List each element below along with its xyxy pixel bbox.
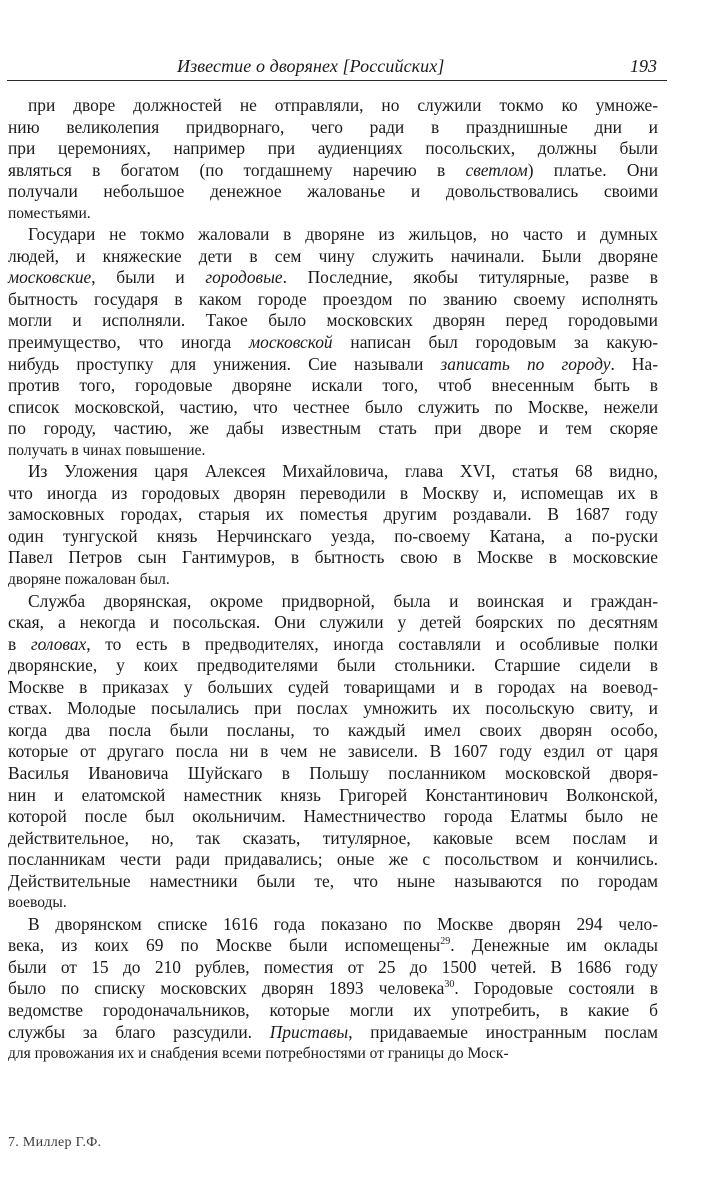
running-head (7, 52, 667, 81)
footnote-ref: 30 (444, 979, 455, 991)
text-run: когда два посла были посланы, то каждый имел своих дворян особо, (8, 719, 658, 740)
text-line (8, 1043, 658, 1065)
italic-term: московской (249, 332, 333, 353)
text-run: которые от другаго посла ни в чем не зависели. В 1607 году ездил от царя (8, 741, 658, 762)
text-run: против того, городовые дворяне искали того, чтоб внесенным быть в (8, 375, 658, 396)
text-line (8, 591, 658, 613)
text-line (8, 418, 658, 440)
body-text (8, 95, 658, 1065)
text-run: преимущество, что иногда (8, 332, 250, 353)
text-line (8, 785, 658, 807)
text-run: Москве в приказах у больших судей товарищами и в городах на воевод- (8, 676, 658, 697)
text-run: Государи не токмо жаловали в дворяне из жильцов, но часто и думных (28, 224, 658, 245)
text-run: Служба дворянская, окроме придворной, была и воинская и граждан- (28, 590, 658, 611)
text-run: ствах. Молодые посылались при послах умножить их посольскую свиту, и (8, 698, 658, 719)
text-run: века, из коих 69 по Москве были испомещены (8, 935, 441, 956)
text-run: по городу, частию, же дабы известным стать при дворе и тем скоряе (8, 418, 658, 439)
text-run: при дворе должностей не отправляли, но служили токмо ко умноже- (28, 95, 658, 115)
text-run: ская, а некогда и посольская. Они служили у детей боярских по десятням (8, 612, 658, 633)
text-run: было по списку московских дворян 1893 человека (8, 978, 445, 999)
text-line (8, 138, 658, 160)
text-line (8, 224, 658, 246)
text-run: , были и (91, 267, 206, 288)
text-line (8, 871, 658, 893)
text-line (8, 763, 658, 785)
text-run: . Городовые состояли в (454, 978, 659, 999)
text-run: при церемониях, например при аудиенциях посольских, должны были (8, 138, 658, 159)
text-run: поместьями. (8, 204, 91, 222)
text-line (8, 655, 658, 677)
italic-term: светлом (465, 159, 528, 180)
text-line (8, 181, 658, 203)
text-run: воеводы. (8, 894, 67, 912)
text-line (8, 117, 658, 139)
text-line (8, 741, 658, 763)
paragraph (8, 224, 658, 461)
italic-term: Приставы (269, 1021, 349, 1042)
text-line (8, 440, 658, 462)
text-run: службы за благо разсудили. (8, 1021, 270, 1042)
text-run: , то есть в предводителях, иногда составляли и особливые полки (86, 633, 658, 654)
text-line (8, 203, 658, 225)
text-run: бытность государя в каком городе проездом по званию своему исполнять (8, 288, 658, 309)
text-line (8, 978, 658, 1000)
footnote-ref: 29 (440, 936, 451, 948)
italic-term: записать по городу (440, 353, 611, 374)
text-run: дворянские, у коих предводителями были стольники. Старшие сидели в (8, 655, 658, 676)
text-line (8, 806, 658, 828)
text-line (8, 569, 658, 591)
text-run: В дворянском списке 1616 года показано по Москве дворян 294 чело- (28, 913, 658, 934)
text-run: замосковных городах, старыя их поместья другим роздавали. В 1687 году (8, 504, 658, 525)
text-line (8, 267, 658, 289)
running-title: Известие о дворянех [Российских] (177, 56, 445, 76)
text-line (8, 526, 658, 548)
paragraph (8, 914, 658, 1065)
text-run: Действительные наместники были те, что ныне называются по городам (8, 870, 658, 891)
paragraph (8, 95, 658, 224)
text-run: . На- (610, 353, 658, 374)
footer-signature: 7. Миллер Г.Ф. (8, 1135, 102, 1150)
text-run: Из Уложения царя Алексея Михайловича, глава XVI, статья 68 видно, (28, 461, 658, 482)
text-run: нибудь проступку для унижения. Сие называли (8, 353, 441, 374)
text-run: людей, и княжеские дети в сем чину служить начинали. Были дворяне (8, 245, 658, 266)
text-run: ведомстве городоначальников, которые могли их употребить, в какие б (8, 999, 658, 1020)
italic-term: головах (30, 633, 87, 654)
text-line (8, 698, 658, 720)
text-line (8, 246, 658, 268)
text-run: получали небольшое денежное жалованье и довольствовались своими (8, 181, 658, 202)
text-run: один тунгуской князь Нерчинскаго уезда, по-своему Катана, а по-руски (8, 525, 658, 546)
text-line (8, 828, 658, 850)
text-line (8, 914, 658, 936)
text-run: , придаваемые иностранным послам (348, 1021, 658, 1042)
text-run: нию великолепия придворнаго, чего ради в празднишные дни и (8, 116, 658, 137)
text-run: Павел Петров сын Гантимуров, в бытность свою в Москве в московские (8, 547, 658, 568)
text-line (8, 332, 658, 354)
text-line (8, 677, 658, 699)
text-line (8, 935, 658, 957)
text-line (8, 483, 658, 505)
text-run: . Денежные им оклады (450, 935, 658, 956)
text-run: список московской, частию, что честнее было служить по Москве, нежели (8, 396, 658, 417)
text-line (8, 461, 658, 483)
text-run: могли и исполняли. Такое было московских дворян перед городовыми (8, 310, 658, 331)
text-run: действительное, но, так сказать, титулярное, каковые всем послам и (8, 827, 658, 848)
paragraph (8, 461, 658, 590)
page-number: 193 (630, 56, 657, 76)
text-run: которой после был окольничим. Наместничество города Елатмы было не (8, 806, 658, 827)
text-line (8, 354, 658, 376)
text-line (8, 1022, 658, 1044)
text-line (8, 504, 658, 526)
text-line (8, 957, 658, 979)
text-line (8, 720, 658, 742)
text-line (8, 289, 658, 311)
text-run: дворяне пожалован был. (8, 571, 170, 589)
text-line (8, 634, 658, 656)
text-run: в (8, 633, 31, 654)
text-run: написан был городовым за какую- (332, 332, 659, 353)
text-line (8, 892, 658, 914)
text-line (8, 547, 658, 569)
text-run: получать в чинах повышение. (8, 441, 206, 459)
paragraph (8, 591, 658, 914)
text-line (8, 397, 658, 419)
text-run: были от 15 до 210 рублев, поместия от 25 до 1500 четей. В 1686 году (8, 956, 658, 977)
text-run: являться в богатом (по тогдашнему наречию в (8, 159, 466, 180)
text-run: Василья Ивановича Шуйскаго в Польшу посланником московской дворя- (8, 762, 658, 783)
text-run: . Последние, якобы титулярные, разве в (282, 267, 658, 288)
text-line (8, 849, 658, 871)
text-line (8, 160, 658, 182)
text-run: ) платье. Они (527, 159, 659, 180)
italic-term: московские (8, 267, 92, 288)
text-line (8, 1000, 658, 1022)
text-run: нин и елатомской наместник князь Григорей Константинович Волконской, (8, 784, 658, 805)
italic-term: городовые (205, 267, 283, 288)
text-line (8, 95, 658, 117)
text-line (8, 612, 658, 634)
text-line (8, 310, 658, 332)
text-run: что иногда из городовых дворян переводили в Москву и, испомещав их в (8, 482, 658, 503)
text-line (8, 375, 658, 397)
text-run: посланникам чести ради придавались; оные же с посольством и кончились. (8, 849, 658, 870)
text-run: для провожания их и снабдения всеми потребностями от границы до Моск- (8, 1045, 509, 1063)
